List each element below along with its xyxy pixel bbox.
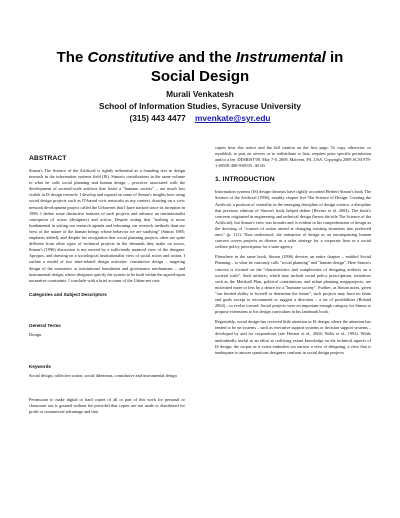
right-column [215, 145, 371, 360]
author-name: Murali Venkatesh [166, 89, 234, 99]
author-phone: (315) 443 4477 [129, 113, 186, 123]
intro-paragraph-1: Information systems (IS) design theorists have rightly accorded Herbert Simon's book The Science of the Artificial (1996), notably chapter five The Science of Design: Creating the Artificial, a position of centrality in the emerging discipline of design science, a discipline that previous editions of Simon's book helped define (Hevner et al. 2004). The book's concerns originated in engineering and technical design (hence the title The Science of the Artificial), but Simon's view was broader and is evident in his comprehension of design as the devising of "courses of action aimed at changing existing situations into preferred ones" (p. 111). Thus understood, the enterprise of design as an encompassing human concern covers projects as diverse as a sales strategy for a corporate firm or a social welfare policy prescription for a state agency. [215, 189, 371, 250]
keywords-heading: Keywords [29, 363, 51, 369]
abstract-heading: ABSTRACT [29, 155, 67, 162]
author-email-link[interactable]: mvenkate@syr.edu [195, 113, 271, 123]
title-line-2: Social Design [150, 68, 250, 85]
author-block [0, 88, 400, 124]
title-line-1: The Constitutive and the Instrumental in [56, 49, 344, 66]
keywords: Social design, collective action, social dilemmas, constitutive and instrumental design [29, 372, 177, 378]
abstract-text: Simon's The Science of the Artificial is rightly influential as a founding text in design research in the information systems field (IS). Simon's contributions in the same volume to what he calls social planning and human design – practices associated with the development of societal-scale artifacts that foster a "humane society" – are much less visible in IS design research. I develop and expand on some of Simon's insights here using social design projects such as IT-based civic networks as my context, drawing on a civic network development project called the Urban-net that I have tracked since its inception in 1996. I define some distinctive features of such projects and advance an institutionalist conception of actors (designers) and action. Despite noting that "nothing is more fundamental in setting our research agenda and informing our research methods than our view of the nature of the human beings whose behavior we are studying" (Simon 1985; emphasis added), and despite his recognition that social planning projects often are quite different from other types of technical projects in the demands they make on actors, Simon's (1996) discussion is not moved by a sufficiently nuanced view of the designer. Apropos, and drawing on a sociological institutionalist view of social actors and action, I outline a model of two inter-related design activities: constitutive design – targeting design of the normative or institutional foundation and governance mechanisms – and instrumental design, where designers specify the system to be built within the agreed-upon normative constraints. I conclude with a brief account of the Urban-net case. [29, 168, 185, 283]
general-terms-heading: General Terms [29, 322, 61, 328]
copyright-notice: copies bear this notice and the full citation on the first page. To copy otherwise, or republish, to post on servers or to redistribute to lists, requires prior specific permission and/or a fee. DESRIST'09, May 7-8, 2009, Malvern, PA, USA. Copyright 2009 ACM 978-1-60558-408-9/09/05...$5.00. [215, 145, 372, 169]
introduction-heading: 1. INTRODUCTION [215, 176, 275, 184]
intro-paragraph-2: Elsewhere in the same book, Simon (1996) devotes an entire chapter – entitled Social Planning – to what he variously calls "social planning" and "human design". Here Simon's concern is focused on the "characteristics and complexities of designing artifacts on a societal scale". Such artifacts, which may include social policy prescriptions, initiatives such as the Marshall Plan, political constitutions, and urban planning megaprojects, are motivated more or less by a desire for a "humane society". Further, as Simon notes, given "our limited ability to foretell or determine the future", such projects may have no finite end goals except to recommend or suggest a direction – a set of possibilities (Boland 2004) – to evolve toward. Social projects were an important enough category for Simon to propose extensions to his design curriculum in his landmark book. [215, 254, 371, 315]
intro-paragraph-3: Regrettably, social design has received little attention in IS design, where the attention has tended to be on systems – such as executive support systems or decision support systems – developed by and for corporations (see Hevner et al., 2004; Walls et al., 1992). While undoubtedly useful as an effort at codifying extant knowledge on the technical aspects of IS design, the corpus as it exists embodies too narrow a view of designing, a view that is inadequate to answer questions designers confront in social design projects [215, 319, 371, 355]
general-terms: Design [29, 331, 42, 337]
paper-title [0, 48, 400, 86]
left-column [29, 148, 185, 419]
author-affiliation: School of Information Studies, Syracuse University [99, 101, 301, 111]
permission-notice: Permission to make digital or hard copies of all or part of this work for personal or classroom use is granted without fee provided that copies are not made or distributed for profit or commercial advantage and that [29, 396, 185, 415]
categories-heading: Categories and Subject Descriptors [29, 291, 107, 297]
author-contact [0, 112, 400, 124]
